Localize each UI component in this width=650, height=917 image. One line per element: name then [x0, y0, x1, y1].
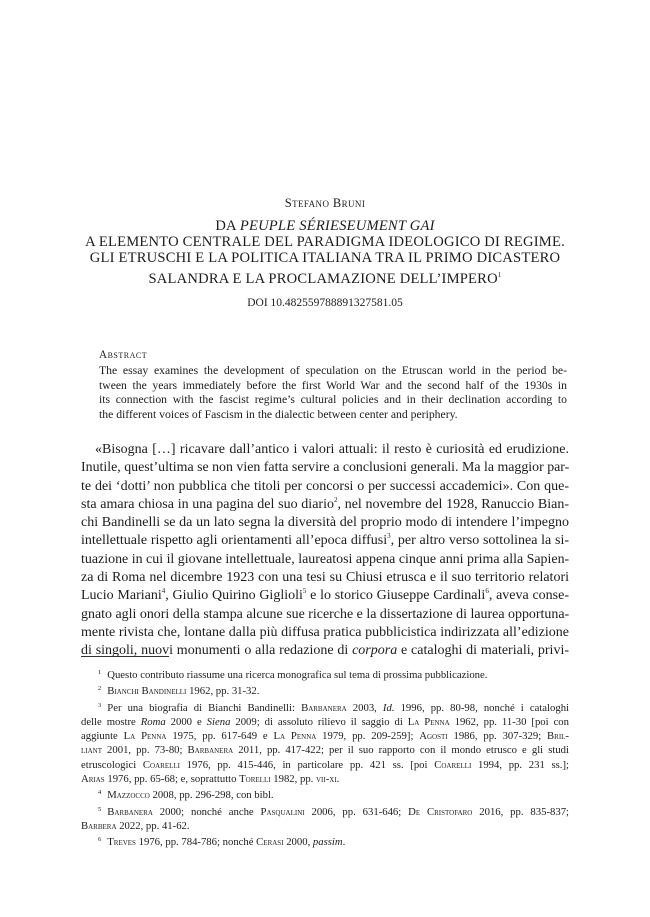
- footnote-text: 1975, pp. 617-649 e: [166, 730, 274, 743]
- footnote-author: De Cristofaro: [408, 805, 473, 818]
- footnote-6: [81, 833, 569, 849]
- body-text-run: , per altro verso sottolinea la si-: [390, 533, 569, 549]
- footnote-author: vii-xi: [316, 773, 337, 786]
- title-note-ref: 1: [497, 270, 502, 279]
- footnote-ref-4[interactable]: 4: [161, 587, 166, 596]
- footnote-author: Bril-: [547, 730, 569, 743]
- footnote-author: Bianchi Bandinelli: [107, 685, 187, 698]
- body-text-run: Lucio Mariani: [81, 588, 162, 604]
- footnote-ref-2[interactable]: 2: [333, 495, 338, 504]
- body-line: te dei ‘dotti’ non pubblica che titoli per concorsi o per successi accademici». Con que-: [81, 478, 569, 494]
- footnote-text: 2006, pp. 631-646;: [304, 805, 409, 818]
- body-text-run: intellettuale rispetto agli orientamenti all’epoca diffusi: [81, 533, 388, 549]
- abstract-line: its connection with the fascist regime’s cultural policies and in their declination according to: [99, 393, 567, 407]
- footnote-text: .: [342, 836, 346, 849]
- footnote-text: Per una biografia di Bianchi Bandinelli:: [107, 701, 302, 714]
- footnote-text: 1996, pp. 80-98, nonché i cataloghi: [394, 701, 570, 714]
- footnote-5-line-1: [81, 803, 569, 819]
- footnote-number: 6: [98, 836, 102, 844]
- footnote-text: 1962, pp. 11-30 [poi con: [449, 715, 569, 728]
- footnote-text: 1979, pp. 209-259];: [316, 730, 420, 743]
- doi: DOI 10.482559788891327581.05: [247, 297, 403, 309]
- body-line: za di Roma nel dicembre 1923 con una tesi su Chiusi etrusca e il suo territorio relatori: [81, 570, 569, 586]
- footnote-author: Barbera: [81, 819, 117, 832]
- footnote-author: Torelli: [239, 773, 271, 786]
- footnote-2: [81, 682, 569, 698]
- footnote-3-line-3: [81, 729, 569, 743]
- body-line: [81, 496, 569, 514]
- footnote-text: Questo contributo riassume una ricerca monografica sul tema di prossima pubblicazione.: [107, 669, 488, 681]
- footnote-3-line-6: [81, 772, 569, 786]
- footnote-number: 5: [98, 805, 102, 813]
- title-line-4-text: SALANDRA E LA PROCLAMAZIONE DELL’IMPERO: [148, 270, 498, 287]
- footnote-italic: Siena: [206, 715, 231, 728]
- footnote-text: 1976, pp. 784-786; nonché: [135, 836, 257, 849]
- title-line-1: DA PEUPLE SÉRIESEUMENT GAI: [215, 218, 435, 234]
- footnote-ref-5[interactable]: 5: [302, 587, 307, 596]
- body-line: chi Bandinelli se da un lato segna la diversità del proprio modo di intendere l’impegno: [81, 515, 569, 531]
- footnote-author: Pasqualini: [260, 805, 305, 818]
- footnote-author: Treves: [107, 836, 136, 849]
- article-title: [40, 218, 610, 287]
- footnote-3-line-2: [81, 715, 569, 729]
- title-line-3: GLI ETRUSCHI E LA POLITICA ITALIANA TRA IL PRIMO DICASTERO: [89, 250, 561, 267]
- body-text-run: , nel novembre del 1928, Ranuccio Bian-: [337, 496, 569, 512]
- footnote-author: La Penna: [407, 715, 450, 728]
- footnote-5-line-2: [81, 819, 569, 833]
- body-italic: corpora: [352, 643, 398, 659]
- footnote-author: Mazzocco: [107, 789, 150, 802]
- body-text-run: e cataloghi di materiali, privi-: [401, 643, 570, 659]
- footnote-text: 2022, pp. 41-62.: [116, 819, 190, 832]
- footnote-number: 1: [98, 669, 102, 676]
- footnote-number: 3: [98, 701, 102, 709]
- footnote-4: [81, 786, 569, 802]
- footnote-text: 2001, pp. 73-80;: [102, 744, 188, 757]
- footnote-author: Coarelli: [142, 758, 180, 771]
- body-line: mente rivista che, lontane dalla più diffusa pratica pubblicistica indirizzata all’edizione: [81, 624, 569, 640]
- footnote-text: 2000 e: [165, 715, 207, 728]
- footnote-number: 4: [98, 789, 102, 797]
- abstract-line: The essay examines the development of speculation on the Etruscan world in the period be-: [99, 364, 567, 377]
- body-line: tuazione in cui il giovane intellettuale, laureatosi appena cinque anni prima alla Sapien-: [81, 551, 570, 567]
- footnote-author: Agosti: [419, 730, 448, 743]
- footnote-author: Arias: [81, 773, 105, 786]
- body-line: Inutile, quest’ultima se non vien fatta servire a conclusioni generali. Ma la maggior par-: [81, 460, 570, 476]
- footnote-text: aggiunte: [81, 730, 124, 743]
- footnote-text: 2011, pp. 417-422; per il suo rapporto con il mondo etrusco e gli studi: [233, 744, 569, 757]
- footnote-author: La Penna: [123, 730, 167, 743]
- footnote-italic: passim: [312, 836, 343, 849]
- footnote-author: Barbanera: [107, 805, 153, 818]
- footnote-italic: Roma: [140, 715, 166, 728]
- footnote-text: 2008, pp. 296-298, con bibl.: [149, 789, 274, 802]
- footnote-number: 2: [98, 685, 102, 693]
- body-line: [81, 642, 569, 660]
- title-italic: PEUPLE SÉRIESEUMENT GAI: [239, 218, 435, 234]
- footnote-text: 1976, pp. 65-68; e, soprattutto: [104, 773, 240, 786]
- footnote-author: Barbanera: [301, 701, 347, 714]
- footnote-author: Cerasi: [256, 836, 284, 849]
- footnote-text: 1976, pp. 415-446, in particolare pp. 421 ss. [poi: [179, 758, 435, 771]
- body-text-run: , Giulio Quirino Giglioli: [165, 588, 303, 604]
- body-line: gnato agli onori della stampa alcune sue ricerche e la dissertazione di laurea opportuna-: [81, 606, 570, 622]
- body-line-text: «Bisogna […] ricavare dall’antico i valori attuali: il resto è curiosità ed erudizione.: [95, 442, 569, 457]
- footnote-italic: Id.: [382, 701, 395, 714]
- footnote-text: etruscologici: [81, 758, 143, 771]
- abstract-line: tween the years immediately before the first World War and the second half of the 1930s in: [99, 378, 567, 392]
- body-line: [81, 587, 569, 605]
- footnote-ref-6[interactable]: 6: [485, 587, 489, 596]
- footnote-author: La Penna: [273, 730, 317, 743]
- footnote-text: delle mostre: [81, 715, 141, 728]
- title-line-2: A ELEMENTO CENTRALE DEL PARADIGMA IDEOLOGICO DI REGIME.: [85, 234, 565, 251]
- footnote-ref-3[interactable]: 3: [387, 532, 391, 541]
- body-text: [81, 441, 569, 661]
- footnote-text: 1994, pp. 231 ss.];: [471, 758, 569, 771]
- footnote-separator: [81, 656, 169, 657]
- footnote-text: 2016, pp. 835-837;: [472, 805, 570, 818]
- abstract-text: [99, 364, 567, 423]
- body-text-run: di singoli, nuovi monumenti o alla redazione di: [81, 643, 349, 659]
- abstract-heading: Abstract: [99, 349, 148, 361]
- body-text-run: , aveva conse-: [488, 588, 569, 604]
- author-name: Stefano Bruni: [284, 196, 366, 210]
- footnote-text: 2003,: [346, 701, 383, 714]
- body-line: [81, 441, 569, 459]
- footnote-author: Barbanera: [187, 744, 234, 757]
- footnote-text: 1962, pp. 31-32.: [186, 685, 260, 698]
- body-text-run: sta amara chiosa in una pagina del suo diario: [81, 496, 334, 512]
- footnote-author: Coarelli: [434, 758, 472, 771]
- footnotes: [81, 666, 569, 850]
- body-text-run: e lo storico Giuseppe Cardinali: [306, 588, 486, 604]
- footnote-3-line-4: [81, 743, 569, 757]
- footnote-text: .: [336, 773, 340, 786]
- footnote-text: 2009; di assoluto rilievo il saggio di: [230, 715, 408, 728]
- footnote-3-line-1: [81, 699, 569, 715]
- title-line-4: [40, 267, 610, 287]
- body-line: [81, 532, 569, 550]
- footnote-text: 2000; nonché anche: [152, 805, 261, 818]
- footnote-3-line-5: [81, 758, 569, 772]
- footnote-text: 1982, pp.: [270, 773, 316, 786]
- footnote-1: [81, 666, 569, 682]
- footnote-text: 1986, pp. 307-329;: [447, 730, 548, 743]
- abstract-line: the different voices of Fascism in the dialectic between center and periphery.: [99, 408, 458, 422]
- footnote-text: 2000,: [283, 836, 313, 849]
- footnote-author: liant: [81, 744, 102, 757]
